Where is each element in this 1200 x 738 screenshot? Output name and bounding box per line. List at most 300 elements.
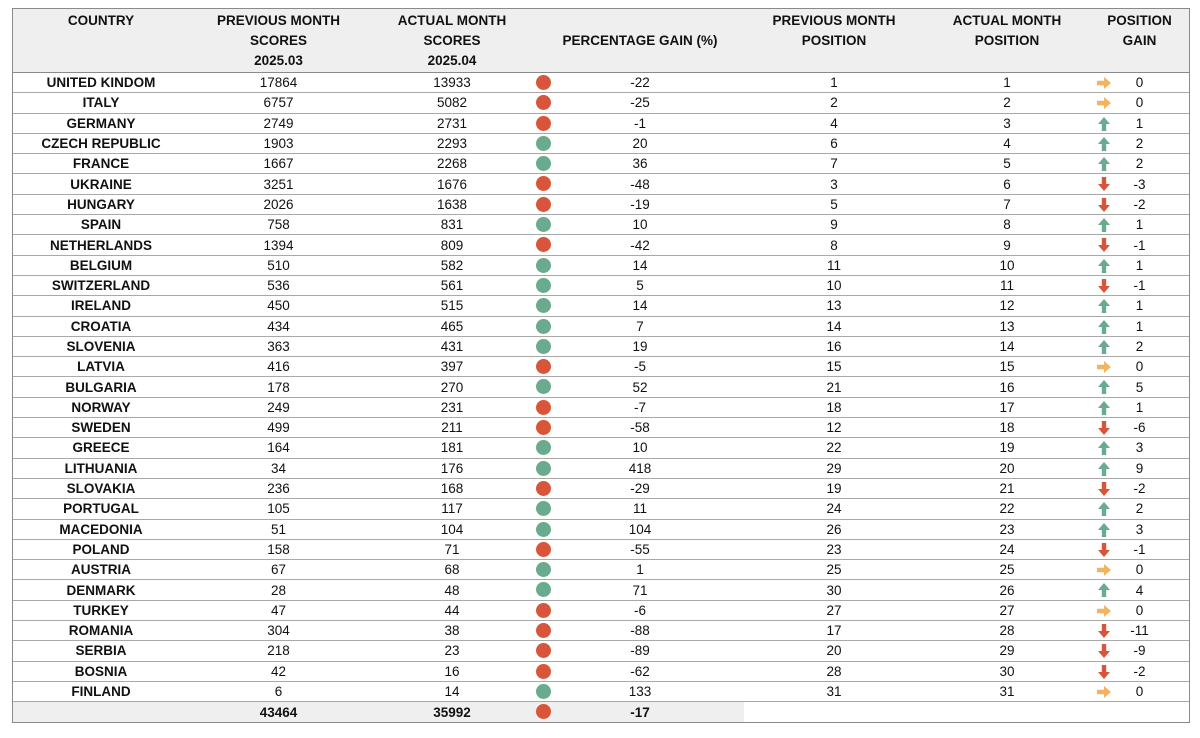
total-actual-scores: 35992 [368, 702, 536, 723]
arrow-down-icon [1096, 176, 1112, 192]
prev-month-score: 510 [189, 255, 368, 275]
table-row [13, 397, 1189, 417]
position-gain-cell [1090, 296, 1189, 316]
prev-month-score: 249 [189, 397, 368, 417]
country-name: MACEDONIA [13, 519, 189, 539]
position-gain-cell [1090, 93, 1189, 113]
trend-dot-icon [536, 258, 551, 273]
actual-month-score: 515 [368, 296, 536, 316]
arrow-down-icon [1096, 420, 1112, 436]
prev-month-position: 2 [744, 93, 924, 113]
actual-month-score: 5082 [368, 93, 536, 113]
pct-gain-value: -19 [630, 196, 650, 212]
pct-gain-cell [536, 377, 744, 397]
actual-month-score: 2268 [368, 154, 536, 174]
position-gain-value: 5 [1135, 379, 1144, 395]
arrow-down-icon [1096, 542, 1112, 558]
arrow-up-icon [1096, 217, 1112, 233]
arrow-down-icon [1096, 664, 1112, 680]
country-name: POLAND [13, 539, 189, 559]
header-country-text: COUNTRY [67, 13, 135, 28]
actual-month-position: 18 [924, 418, 1090, 438]
trend-dot-icon [536, 75, 551, 90]
header-prev-scores-line1: PREVIOUS MONTH [216, 13, 340, 28]
actual-month-position: 19 [924, 438, 1090, 458]
actual-month-position: 14 [924, 336, 1090, 356]
col-header-prev-position [744, 9, 924, 73]
prev-month-score: 178 [189, 377, 368, 397]
pct-gain-value: 20 [632, 136, 648, 152]
pct-gain-value: 14 [632, 298, 648, 314]
prev-month-position: 27 [744, 600, 924, 620]
table-row [13, 73, 1189, 93]
prev-month-score: 51 [189, 519, 368, 539]
total-blank-cell [744, 702, 924, 723]
prev-month-position: 20 [744, 641, 924, 661]
pct-gain-cell [536, 397, 744, 417]
actual-month-position: 16 [924, 377, 1090, 397]
total-label-cell [13, 702, 189, 723]
country-name: CROATIA [13, 316, 189, 336]
table-row [13, 621, 1189, 641]
position-gain-cell [1090, 113, 1189, 133]
table-row [13, 458, 1189, 478]
actual-month-score: 231 [368, 397, 536, 417]
position-gain-value: -11 [1130, 623, 1149, 639]
pct-gain-value: 7 [636, 318, 644, 334]
arrow-right-icon [1096, 95, 1112, 111]
country-name: LATVIA [13, 357, 189, 377]
trend-dot-icon [536, 623, 551, 638]
table-row [13, 539, 1189, 559]
actual-month-position: 7 [924, 194, 1090, 214]
position-gain-value: 0 [1135, 95, 1144, 111]
position-gain-cell [1090, 681, 1189, 701]
arrow-up-icon [1096, 116, 1112, 132]
trend-dot-icon [536, 339, 551, 354]
position-gain-value: 9 [1135, 460, 1144, 476]
table-row [13, 296, 1189, 316]
scores-table-container [12, 8, 1190, 723]
pct-gain-value: -58 [630, 420, 650, 436]
pct-gain-cell [536, 560, 744, 580]
prev-month-position: 10 [744, 275, 924, 295]
prev-month-position: 21 [744, 377, 924, 397]
actual-month-score: 1676 [368, 174, 536, 194]
arrow-up-icon [1096, 156, 1112, 172]
country-name: NETHERLANDS [13, 235, 189, 255]
pct-gain-value: 52 [632, 379, 648, 395]
prev-month-score: 758 [189, 215, 368, 235]
actual-month-score: 44 [368, 600, 536, 620]
prev-month-score: 1394 [189, 235, 368, 255]
position-gain-cell [1090, 600, 1189, 620]
prev-month-position: 4 [744, 113, 924, 133]
position-gain-cell [1090, 215, 1189, 235]
pct-gain-value: -7 [633, 399, 646, 415]
pct-gain-value: 133 [628, 684, 652, 700]
pct-gain-value: 10 [632, 440, 648, 456]
position-gain-value: 1 [1135, 217, 1144, 233]
prev-month-score: 164 [189, 438, 368, 458]
actual-month-position: 17 [924, 397, 1090, 417]
pct-gain-value: 104 [628, 521, 652, 537]
arrow-up-icon [1096, 319, 1112, 335]
table-row [13, 255, 1189, 275]
pct-gain-value: -22 [630, 75, 650, 91]
prev-month-score: 6 [189, 681, 368, 701]
prev-month-position: 5 [744, 194, 924, 214]
arrow-up-icon [1096, 400, 1112, 416]
prev-month-score: 1667 [189, 154, 368, 174]
header-position-gain-line2: GAIN [1122, 33, 1157, 48]
col-header-prev-scores [189, 9, 368, 73]
actual-month-position: 31 [924, 681, 1090, 701]
arrow-up-icon [1096, 379, 1112, 395]
trend-dot-icon [536, 664, 551, 679]
country-name: AUSTRIA [13, 560, 189, 580]
position-gain-value: 0 [1135, 602, 1144, 618]
actual-month-position: 8 [924, 215, 1090, 235]
actual-month-position: 3 [924, 113, 1090, 133]
pct-gain-cell [536, 641, 744, 661]
prev-month-score: 499 [189, 418, 368, 438]
actual-month-position: 10 [924, 255, 1090, 275]
table-body [13, 73, 1189, 702]
position-gain-value: 3 [1135, 521, 1144, 537]
pct-gain-value: 10 [632, 217, 648, 233]
actual-month-position: 27 [924, 600, 1090, 620]
arrow-up-icon [1096, 501, 1112, 517]
arrow-down-icon [1096, 481, 1112, 497]
arrow-right-icon [1096, 75, 1112, 91]
actual-month-score: 71 [368, 539, 536, 559]
prev-month-score: 363 [189, 336, 368, 356]
prev-month-position: 31 [744, 681, 924, 701]
actual-month-score: 48 [368, 580, 536, 600]
pct-gain-cell [536, 478, 744, 498]
position-gain-cell [1090, 478, 1189, 498]
actual-month-score: 104 [368, 519, 536, 539]
actual-month-score: 38 [368, 621, 536, 641]
actual-month-score: 2293 [368, 133, 536, 153]
actual-month-position: 12 [924, 296, 1090, 316]
country-name: BULGARIA [13, 377, 189, 397]
actual-month-position: 11 [924, 275, 1090, 295]
position-gain-value: -2 [1133, 481, 1146, 497]
trend-dot-icon [536, 684, 551, 699]
position-gain-value: -1 [1133, 237, 1146, 253]
country-name: UNITED KINDOM [13, 73, 189, 93]
pct-gain-value: 11 [632, 501, 647, 517]
position-gain-cell [1090, 336, 1189, 356]
pct-gain-cell [536, 174, 744, 194]
pct-gain-value: -42 [630, 237, 650, 253]
position-gain-value: 0 [1135, 562, 1144, 578]
pct-gain-cell [536, 357, 744, 377]
pct-gain-value: 5 [636, 278, 644, 294]
country-name: SWITZERLAND [13, 275, 189, 295]
table-row [13, 275, 1189, 295]
prev-month-score: 17864 [189, 73, 368, 93]
actual-month-score: 465 [368, 316, 536, 336]
actual-month-score: 176 [368, 458, 536, 478]
prev-month-position: 15 [744, 357, 924, 377]
header-row [13, 9, 1189, 73]
pct-gain-cell [536, 133, 744, 153]
arrow-down-icon [1096, 643, 1112, 659]
header-position-gain-line1: POSITION [1107, 13, 1172, 28]
table-row [13, 133, 1189, 153]
pct-gain-value: -55 [630, 541, 650, 557]
prev-month-position: 18 [744, 397, 924, 417]
prev-month-position: 17 [744, 621, 924, 641]
pct-gain-cell [536, 93, 744, 113]
table-row [13, 519, 1189, 539]
actual-month-position: 5 [924, 154, 1090, 174]
pct-gain-value: -29 [630, 481, 650, 497]
trend-dot-icon [536, 420, 551, 435]
pct-gain-cell [536, 499, 744, 519]
header-actual-scores-line1: ACTUAL MONTH [397, 13, 507, 28]
arrow-down-icon [1096, 623, 1112, 639]
actual-month-position: 6 [924, 174, 1090, 194]
prev-month-position: 8 [744, 235, 924, 255]
arrow-up-icon [1096, 258, 1112, 274]
pct-gain-cell [536, 418, 744, 438]
actual-month-score: 14 [368, 681, 536, 701]
position-gain-cell [1090, 438, 1189, 458]
trend-dot-icon [536, 136, 551, 151]
pct-gain-value: -48 [630, 176, 650, 192]
total-blank-cell [924, 702, 1090, 723]
prev-month-score: 236 [189, 478, 368, 498]
position-gain-value: -9 [1133, 643, 1146, 659]
table-row [13, 499, 1189, 519]
prev-month-score: 105 [189, 499, 368, 519]
header-actual-position-line2: POSITION [974, 33, 1040, 48]
prev-month-score: 1903 [189, 133, 368, 153]
pct-gain-value: 1 [636, 562, 644, 578]
actual-month-position: 28 [924, 621, 1090, 641]
country-name: SERBIA [13, 641, 189, 661]
country-name: BOSNIA [13, 661, 189, 681]
country-name: ITALY [13, 93, 189, 113]
country-name: CZECH REPUBLIC [13, 133, 189, 153]
prev-month-position: 13 [744, 296, 924, 316]
table-row [13, 478, 1189, 498]
position-gain-value: -6 [1133, 420, 1146, 436]
actual-month-score: 168 [368, 478, 536, 498]
table-row [13, 641, 1189, 661]
header-prev-scores-line2: SCORES [249, 33, 307, 48]
pct-gain-cell [536, 296, 744, 316]
position-gain-cell [1090, 641, 1189, 661]
pct-gain-value: -89 [630, 643, 650, 659]
table-row [13, 418, 1189, 438]
pct-gain-cell [536, 539, 744, 559]
country-name: GREECE [13, 438, 189, 458]
actual-month-position: 15 [924, 357, 1090, 377]
position-gain-value: 1 [1135, 399, 1144, 415]
country-name: ROMANIA [13, 621, 189, 641]
pct-gain-cell [536, 113, 744, 133]
arrow-up-icon [1096, 136, 1112, 152]
table-row [13, 580, 1189, 600]
actual-month-score: 1638 [368, 194, 536, 214]
actual-month-position: 1 [924, 73, 1090, 93]
total-pct-gain-cell [536, 702, 744, 723]
table-row [13, 336, 1189, 356]
position-gain-cell [1090, 316, 1189, 336]
prev-month-position: 29 [744, 458, 924, 478]
prev-month-score: 67 [189, 560, 368, 580]
actual-month-position: 13 [924, 316, 1090, 336]
position-gain-value: 2 [1135, 501, 1144, 517]
trend-dot-icon [536, 217, 551, 232]
header-actual-scores-line3: 2025.04 [427, 53, 477, 68]
prev-month-score: 434 [189, 316, 368, 336]
prev-month-score: 2026 [189, 194, 368, 214]
country-name: BELGIUM [13, 255, 189, 275]
position-gain-cell [1090, 377, 1189, 397]
prev-month-position: 11 [744, 255, 924, 275]
arrow-up-icon [1096, 339, 1112, 355]
arrow-up-icon [1096, 298, 1112, 314]
pct-gain-cell [536, 681, 744, 701]
position-gain-cell [1090, 499, 1189, 519]
pct-gain-cell [536, 255, 744, 275]
pct-gain-cell [536, 275, 744, 295]
actual-month-score: 2731 [368, 113, 536, 133]
country-name: SWEDEN [13, 418, 189, 438]
pct-gain-value: 71 [632, 582, 648, 598]
actual-month-position: 23 [924, 519, 1090, 539]
country-name: NORWAY [13, 397, 189, 417]
actual-month-score: 831 [368, 215, 536, 235]
table-row [13, 154, 1189, 174]
country-name: FRANCE [13, 154, 189, 174]
prev-month-position: 19 [744, 478, 924, 498]
header-prev-scores-line3: 2025.03 [254, 53, 303, 68]
arrow-down-icon [1096, 278, 1112, 294]
position-gain-cell [1090, 133, 1189, 153]
position-gain-value: 1 [1135, 298, 1144, 314]
prev-month-position: 26 [744, 519, 924, 539]
country-name: PORTUGAL [13, 499, 189, 519]
header-pct-gain-text: PERCENTAGE GAIN (%) [562, 32, 718, 48]
pct-gain-value: 19 [632, 339, 648, 354]
pct-gain-cell [536, 438, 744, 458]
prev-month-score: 158 [189, 539, 368, 559]
table-row [13, 377, 1189, 397]
arrow-up-icon [1096, 522, 1112, 538]
position-gain-cell [1090, 621, 1189, 641]
pct-gain-cell [536, 661, 744, 681]
prev-month-score: 536 [189, 275, 368, 295]
pct-gain-cell [536, 621, 744, 641]
actual-month-position: 21 [924, 478, 1090, 498]
position-gain-value: 2 [1135, 136, 1144, 152]
prev-month-position: 23 [744, 539, 924, 559]
position-gain-cell [1090, 174, 1189, 194]
trend-dot-icon [536, 542, 551, 557]
actual-month-position: 26 [924, 580, 1090, 600]
pct-gain-value: -6 [633, 602, 646, 618]
position-gain-cell [1090, 255, 1189, 275]
country-name: FINLAND [13, 681, 189, 701]
header-actual-scores-line2: SCORES [423, 33, 481, 48]
position-gain-value: 2 [1135, 339, 1144, 354]
position-gain-cell [1090, 397, 1189, 417]
trend-dot-icon [536, 319, 551, 334]
table-row [13, 93, 1189, 113]
position-gain-value: 1 [1135, 318, 1144, 334]
position-gain-value: -2 [1133, 196, 1146, 212]
trend-dot-icon [536, 278, 551, 293]
trend-dot-icon [536, 603, 551, 618]
position-gain-value: 0 [1135, 359, 1144, 375]
position-gain-cell [1090, 661, 1189, 681]
trend-dot-icon [536, 522, 551, 537]
country-name: GERMANY [13, 113, 189, 133]
table-row [13, 438, 1189, 458]
position-gain-value: -1 [1133, 541, 1146, 557]
actual-month-score: 561 [368, 275, 536, 295]
pct-gain-cell [536, 519, 744, 539]
position-gain-cell [1090, 154, 1189, 174]
prev-month-position: 1 [744, 73, 924, 93]
arrow-up-icon [1096, 461, 1112, 477]
arrow-right-icon [1096, 359, 1112, 375]
position-gain-cell [1090, 539, 1189, 559]
table-row [13, 194, 1189, 214]
prev-month-position: 22 [744, 438, 924, 458]
country-name: LITHUANIA [13, 458, 189, 478]
table-row [13, 174, 1189, 194]
pct-gain-cell [536, 215, 744, 235]
position-gain-cell [1090, 194, 1189, 214]
position-gain-cell [1090, 275, 1189, 295]
pct-gain-value: -1 [633, 115, 646, 131]
position-gain-value: 1 [1135, 257, 1144, 273]
position-gain-value: -2 [1133, 663, 1146, 679]
total-row [13, 702, 1189, 723]
prev-month-position: 28 [744, 661, 924, 681]
position-gain-value: 1 [1135, 115, 1144, 131]
prev-month-position: 7 [744, 154, 924, 174]
prev-month-score: 34 [189, 458, 368, 478]
col-header-percentage-gain [536, 9, 744, 73]
pct-gain-cell [536, 580, 744, 600]
pct-gain-cell [536, 235, 744, 255]
country-name: SLOVAKIA [13, 478, 189, 498]
col-header-actual-position [924, 9, 1090, 73]
total-prev-scores: 43464 [189, 702, 368, 723]
position-gain-value: 0 [1135, 684, 1144, 700]
country-name: TURKEY [13, 600, 189, 620]
position-gain-cell [1090, 560, 1189, 580]
country-name: UKRAINE [13, 174, 189, 194]
col-header-actual-scores [368, 9, 536, 73]
total-pct-gain: -17 [630, 704, 650, 720]
col-header-country [13, 9, 189, 73]
position-gain-value: 3 [1135, 440, 1144, 456]
position-gain-value: 4 [1135, 582, 1144, 598]
actual-month-position: 30 [924, 661, 1090, 681]
table-row [13, 600, 1189, 620]
actual-month-score: 582 [368, 255, 536, 275]
